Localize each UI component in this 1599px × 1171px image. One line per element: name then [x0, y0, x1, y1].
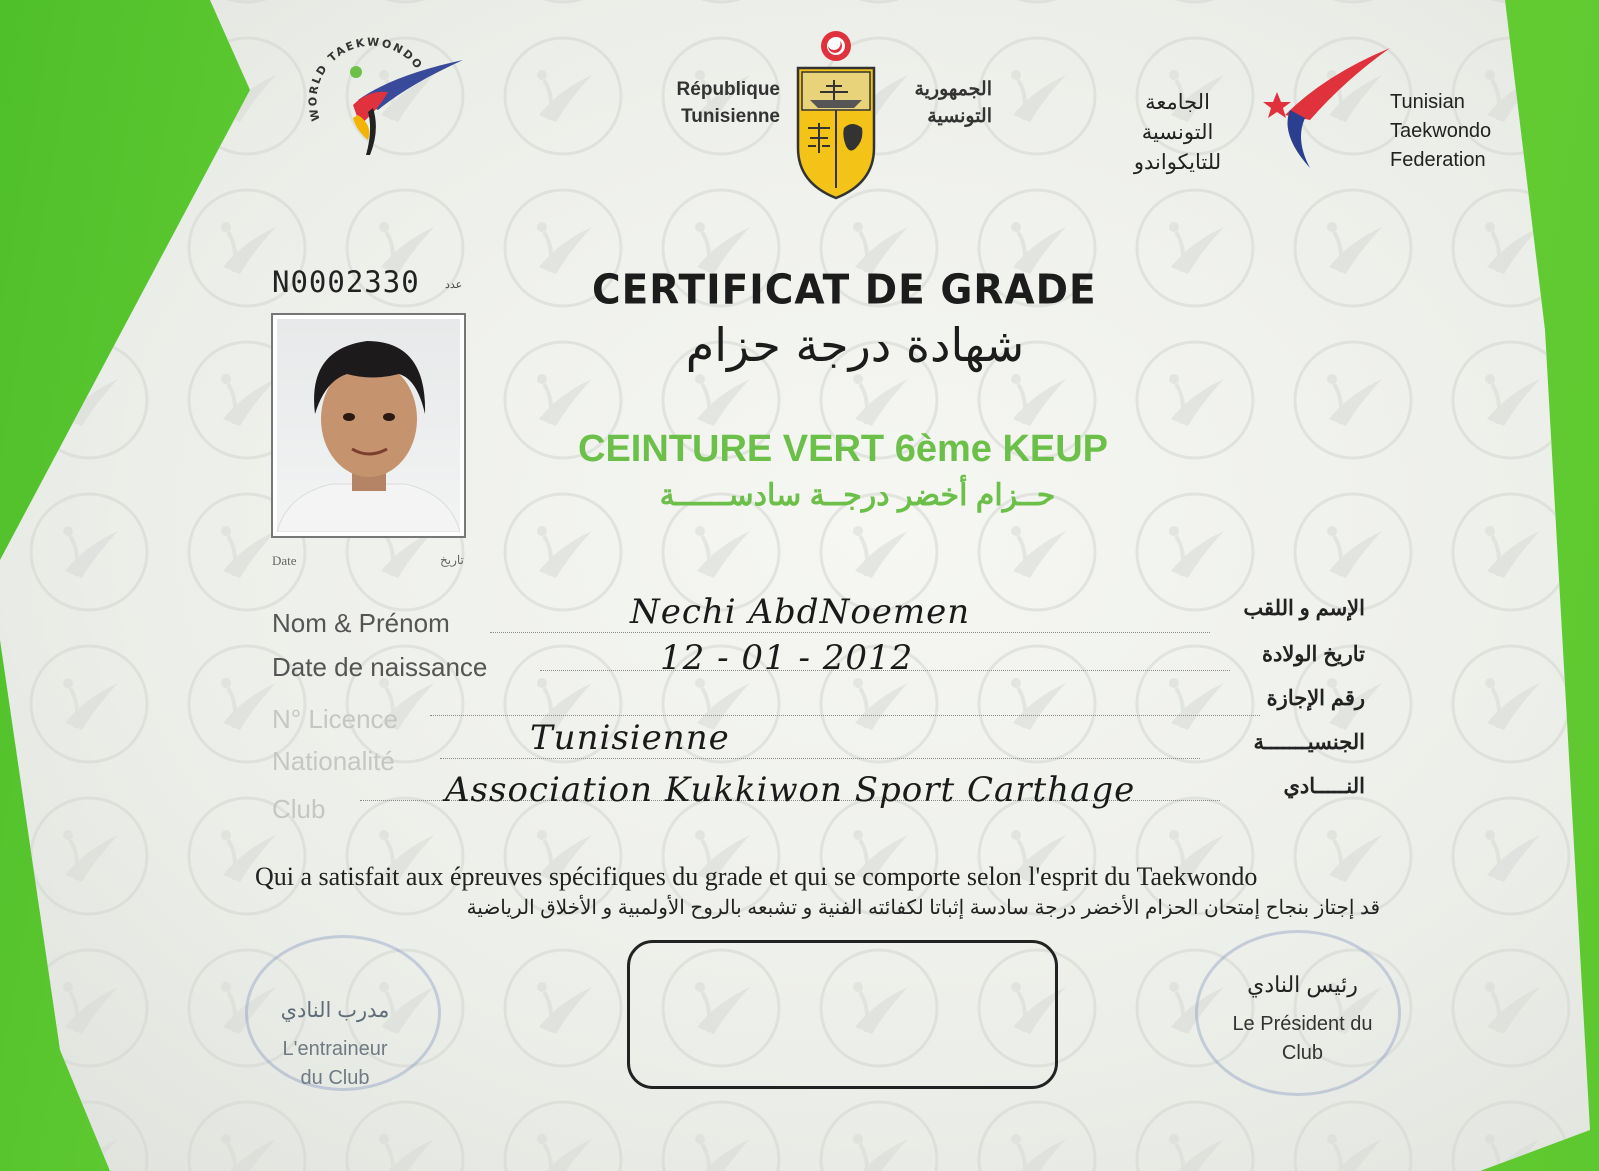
- federation-ar-line1: الجامعة: [1145, 91, 1210, 114]
- certificate-title-fr: CERTIFICAT DE GRADE: [592, 266, 1097, 315]
- republic-fr-line2: Tunisienne: [681, 106, 780, 127]
- statement-fr: Qui a satisfait aux épreuves spécifiques du grade et qui se comporte selon l'esprit du Taekwondo: [255, 862, 1258, 891]
- president-label-fr: [1210, 1010, 1395, 1068]
- certificate-number-label-ar: عدد: [445, 279, 463, 291]
- federation-ar-line3: للتايكواندو: [1133, 151, 1222, 174]
- licence-label: N° Licence: [272, 704, 399, 734]
- statement-ar: قد إجتاز بنجاح إمتحان الحزام الأخضر درجة سادسة إثباتا لكفائته الفنية و تشبعه بالروح الأولمبية و الأخلاق الرياضية: [466, 897, 1380, 919]
- world-taekwondo-logo: [298, 30, 478, 165]
- name-line: [490, 632, 1210, 633]
- nationality-value: Tunisienne: [530, 718, 730, 758]
- name-label: Nom & Prénom: [272, 608, 450, 638]
- belt-grade-ar: حــزام أخضر درجــة سادســــــة: [659, 479, 1056, 512]
- republic-name-fr: [660, 76, 780, 130]
- coach-label-ar: مدرب النادي: [280, 999, 390, 1022]
- federation-en-line1: Tunisian: [1390, 91, 1465, 113]
- federation-en-line2: Taekwondo: [1390, 120, 1492, 142]
- licence-label-ar: رقم الإجازة: [1266, 687, 1365, 710]
- belt-grade-fr: CEINTURE VERT 6ème KEUP: [578, 428, 1109, 470]
- republic-ar-line1: الجمهورية: [914, 79, 992, 100]
- svg-text:WORLD TAEKWONDO: WORLD TAEKWONDO: [306, 35, 426, 123]
- federation-name-ar: [1110, 88, 1245, 178]
- president-fr-line2: Club: [1281, 1042, 1324, 1064]
- coach-fr-line1: L'entraineur: [282, 1038, 388, 1060]
- portrait-icon: [277, 319, 460, 532]
- club-label-ar: النـــــادي: [1283, 775, 1365, 798]
- signature-box: [627, 940, 1058, 1089]
- club-value: Association Kukkiwon Sport Carthage: [445, 770, 1136, 810]
- photo-date-label-ar: تاريخ: [440, 553, 464, 567]
- name-label-ar: الإسم و اللقب: [1243, 597, 1365, 620]
- birth-date-label-ar: تاريخ الولادة: [1261, 643, 1365, 666]
- republic-ar-line2: التونسية: [927, 106, 992, 127]
- photo-date-label: Date: [272, 553, 297, 568]
- federation-name-en: [1390, 88, 1491, 175]
- nationality-label: Nationalité: [272, 746, 395, 776]
- federation-ar-line2: التونسية: [1141, 121, 1214, 144]
- birth-date-value: 12 - 01 - 2012: [660, 638, 914, 678]
- president-label-ar: رئيس النادي: [1247, 972, 1358, 997]
- tunisian-taekwondo-federation-logo: [1255, 40, 1395, 175]
- coach-label-fr: [255, 1035, 415, 1093]
- nationality-label-ar: الجنسيـــــــة: [1253, 731, 1365, 754]
- birth-date-label: Date de naissance: [272, 652, 488, 682]
- nationality-line: [440, 758, 1200, 759]
- licence-line: [430, 715, 1260, 716]
- federation-en-line3: Federation: [1390, 149, 1486, 171]
- president-fr-line1: Le Président du: [1232, 1013, 1373, 1035]
- certificate-title-ar: شهادة درجة حزام: [685, 318, 1025, 372]
- student-photo: [271, 313, 466, 538]
- club-label: Club: [272, 794, 326, 824]
- tunisia-coat-of-arms: [790, 28, 882, 203]
- republic-fr-line1: République: [676, 79, 780, 100]
- certificate-number: N0002330: [272, 265, 420, 299]
- coach-fr-line2: du Club: [300, 1067, 370, 1089]
- name-value: Nechi AbdNoemen: [630, 592, 971, 632]
- republic-name-ar: [882, 76, 992, 130]
